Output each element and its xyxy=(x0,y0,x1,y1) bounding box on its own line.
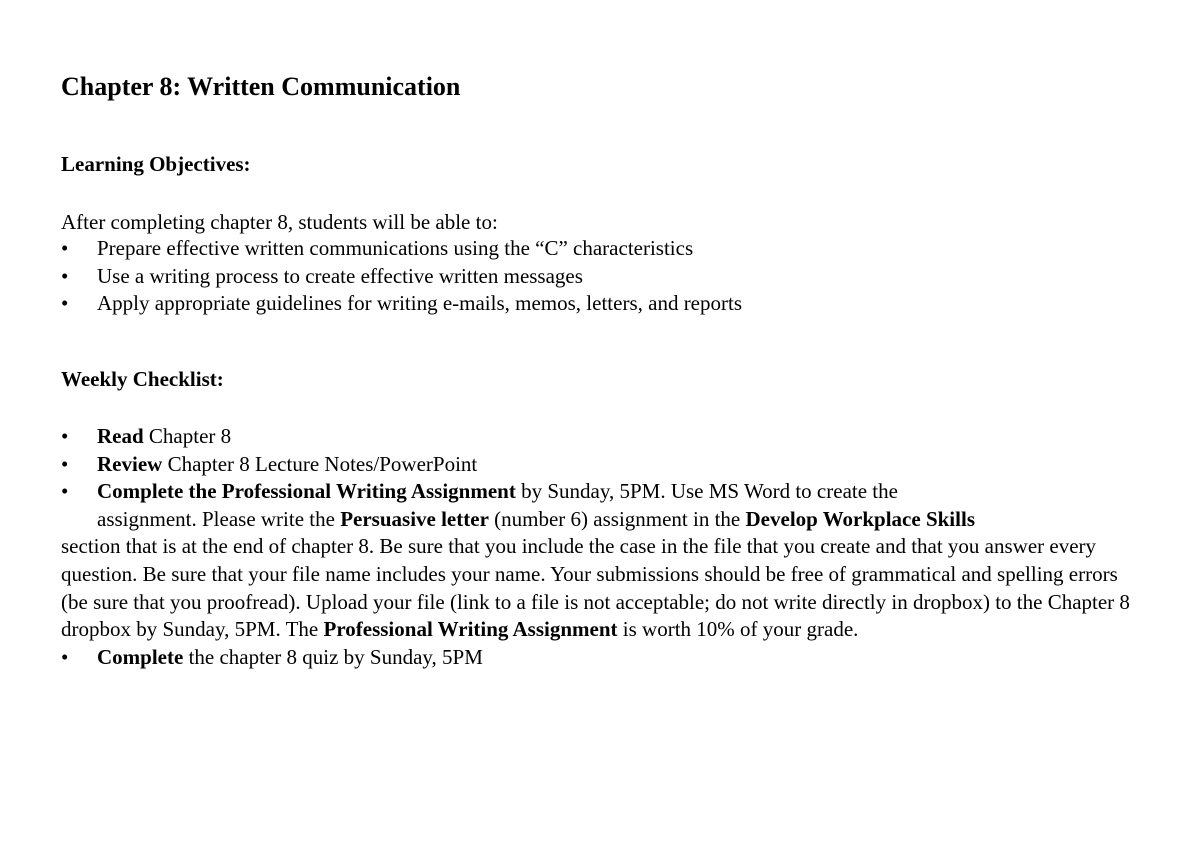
assignment-details xyxy=(61,533,1131,643)
assignment-text: by Sunday, 5PM. Use MS Word to create the xyxy=(515,479,898,504)
objective-text: Prepare effective written communications using the “C” characteristics xyxy=(97,236,694,260)
bullet-icon: • xyxy=(61,236,69,260)
checklist-item-assignment xyxy=(61,478,1131,644)
assignment-section: Develop Workplace Skills xyxy=(745,506,975,531)
list-item xyxy=(61,235,1131,263)
assignment-letter-type: Persuasive letter xyxy=(340,506,489,531)
list-item xyxy=(61,290,1131,318)
assignment-text: section that is at the end of chapter 8. Be sure that you include the case in the file that you create and that you answer every question. Be sure that your file name includes your name. Your submissions should be free of grammatical and spelling errors (be sure that you proofread). Upload your file (link to a file is not acceptable; do not write directly in dropbox) to the Chapter 8 dropbox by Sunday, 5PM. The xyxy=(61,534,1130,642)
learning-objectives-intro: After completing chapter 8, students will be able to: xyxy=(61,210,498,234)
objective-text: Apply appropriate guidelines for writing e-mails, memos, letters, and reports xyxy=(97,291,743,316)
checklist-action: Review xyxy=(97,451,163,476)
document-page xyxy=(61,0,1131,850)
assignment-text: assignment. Please write the xyxy=(97,506,341,531)
checklist-action: Complete xyxy=(97,644,184,669)
assignment-title: Complete the Professional Writing Assignment xyxy=(97,479,516,504)
bullet-icon: • xyxy=(61,644,69,669)
bullet-icon: • xyxy=(61,424,69,448)
checklist-text: the chapter 8 quiz by Sunday, 5PM xyxy=(183,644,483,669)
weekly-checklist-list xyxy=(61,423,1131,671)
checklist-item-review xyxy=(61,451,1131,479)
bullet-icon: • xyxy=(61,291,69,316)
bullet-icon: • xyxy=(61,263,69,288)
weekly-checklist-heading: Weekly Checklist: xyxy=(61,367,224,391)
checklist-text: Chapter 8 Lecture Notes/PowerPoint xyxy=(162,451,478,476)
bullet-icon: • xyxy=(61,451,69,476)
assignment-line-2 xyxy=(61,506,1131,534)
page-title: Chapter 8: Written Communication xyxy=(61,72,461,101)
objective-text: Use a writing process to create effective written messages xyxy=(97,263,583,288)
assignment-title-ref: Professional Writing Assignment xyxy=(323,617,618,642)
checklist-item-quiz xyxy=(61,644,1131,672)
checklist-text: Chapter 8 xyxy=(143,424,232,448)
bullet-icon: • xyxy=(61,479,69,504)
list-item xyxy=(61,263,1131,291)
assignment-text: is worth 10% of your grade. xyxy=(617,617,859,642)
checklist-action: Read xyxy=(97,424,144,448)
learning-objectives-list xyxy=(61,235,1131,318)
assignment-line-1 xyxy=(61,478,1131,506)
assignment-text: (number 6) assignment in the xyxy=(488,506,746,531)
learning-objectives-heading: Learning Objectives: xyxy=(61,152,251,176)
checklist-item-read xyxy=(61,423,1131,451)
